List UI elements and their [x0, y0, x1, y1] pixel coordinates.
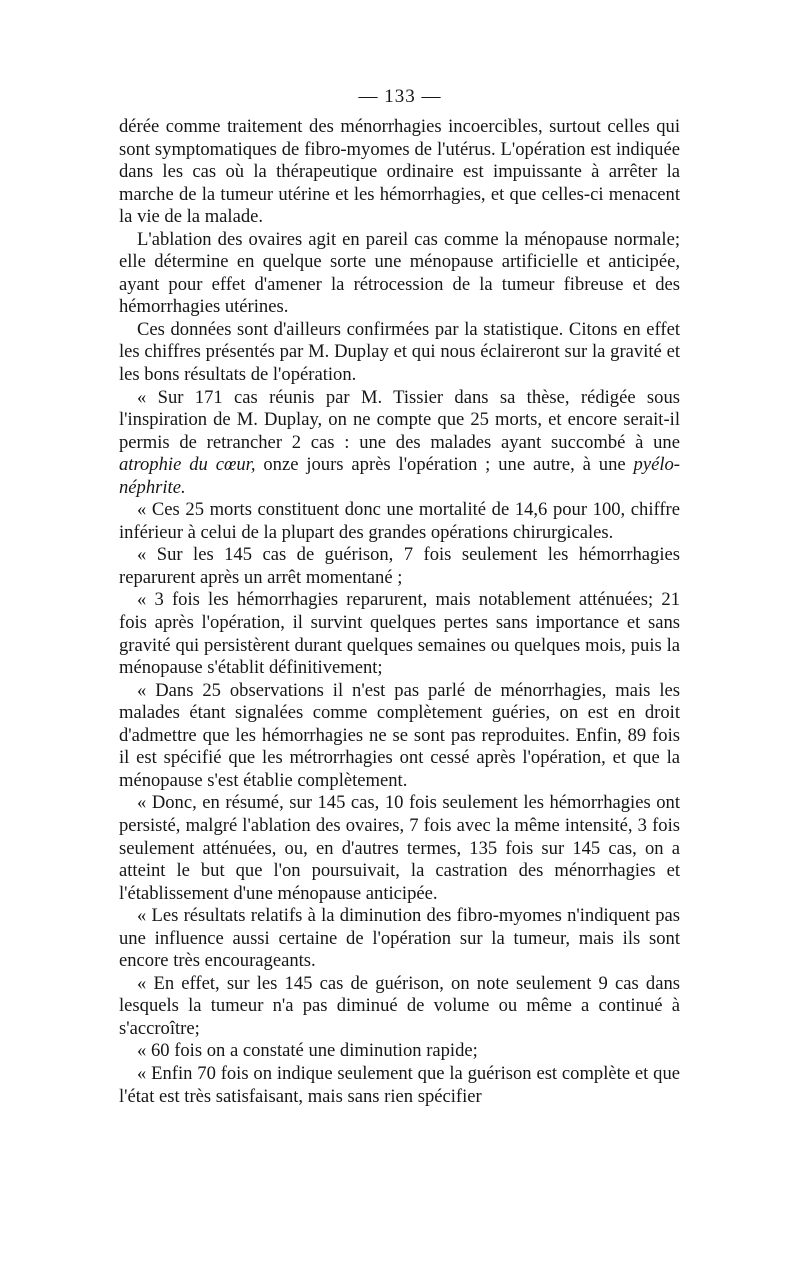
- body-text: [119, 116, 680, 1108]
- paragraph-text: « Sur 171 cas réunis par M. Tissier dans sa thèse, rédigée sous l'inspiration de M. Duplay, on ne compte que 25 morts, et encore serait-il permis de retrancher 2 cas : une des malades ayant succombé à une: [119, 386, 680, 453]
- paragraph: « Ces 25 morts constituent donc une mortalité de 14,6 pour 100, chiffre inférieur à celui de la plupart des grandes opérations chirurgicales.: [119, 499, 680, 543]
- paragraph: « Dans 25 observations il n'est pas parlé de ménorrhagies, mais les malades étant signalées comme complètement guéries, on est en droit d'admettre que les hémorrhagies ne se sont pas reproduites. Enfin, 89 fois il est spécifié que les métrorrhagies ont cessé après l'opération, et que la ménopause s'est établie complètement.: [119, 679, 680, 791]
- paragraph: « 3 fois les hémorrhagies reparurent, mais notablement atténuées; 21 fois après l'opération, il survint quelques pertes sans importance et sans gravité qui persistèrent durant quelques semaines ou quelques mois, puis la ménopause s'établit définitivement;: [119, 589, 680, 679]
- paragraph: dérée comme traitement des ménorrhagies incoercibles, surtout celles qui sont symptomatiques de fibro-myomes de l'utérus. L'opération est indiquée dans les cas où la thérapeutique ordinaire est impuissante à arrêter la marche de la tumeur utérine et les hémorrhagies, et que celles-ci menacent la vie de la malade.: [119, 116, 680, 228]
- paragraph: « Donc, en résumé, sur 145 cas, 10 fois seulement les hémorrhagies ont persisté, malgré l'ablation des ovaires, 7 fois avec la même intensité, 3 fois seulement atténuées, ou, en d'autres termes, 135 fois sur 145 cas, on a atteint le but que l'on poursuivait, la castration des ménorrhagies et l'établissement d'une ménopause anticipée.: [119, 792, 680, 904]
- page-number: — 133 —: [358, 86, 442, 107]
- paragraph: « Les résultats relatifs à la diminution des fibro-myomes n'indiquent pas une influence aussi certaine de l'opération sur la tumeur, mais ils sont encore très encourageants.: [119, 905, 680, 972]
- paragraph: « 60 fois on a constaté une diminution rapide;: [137, 1040, 478, 1062]
- italic-term: pyélo-néphrite.: [119, 454, 681, 498]
- paragraph: L'ablation des ovaires agit en pareil cas comme la ménopause normale; elle détermine en quelque sorte une ménopause artificielle et anticipée, ayant pour effet d'amener la rétrocession de la tumeur fibreuse et des hémorrhagies utérines.: [119, 228, 680, 318]
- paragraph: « Enfin 70 fois on indique seulement que la guérison est complète et que l'état est très satisfaisant, mais sans rien spécifier: [119, 1062, 680, 1107]
- italic-term: atrophie du cœur,: [119, 454, 256, 476]
- paragraph-text: onze jours après l'opération ; une autre, à une: [255, 454, 634, 476]
- paragraph: [119, 387, 680, 500]
- paragraph: « En effet, sur les 145 cas de guérison, on note seulement 9 cas dans lesquels la tumeur n'a pas diminué de volume ou même a continué à s'accroître;: [119, 972, 680, 1039]
- paragraph: Ces données sont d'ailleurs confirmées par la statistique. Citons en effet les chiffres présentés par M. Duplay et qui nous éclaireront sur la gravité et les bons résultats de l'opération.: [119, 318, 680, 386]
- paragraph: « Sur les 145 cas de guérison, 7 fois seulement les hémorrhagies reparurent après un arrêt momentané ;: [119, 544, 680, 588]
